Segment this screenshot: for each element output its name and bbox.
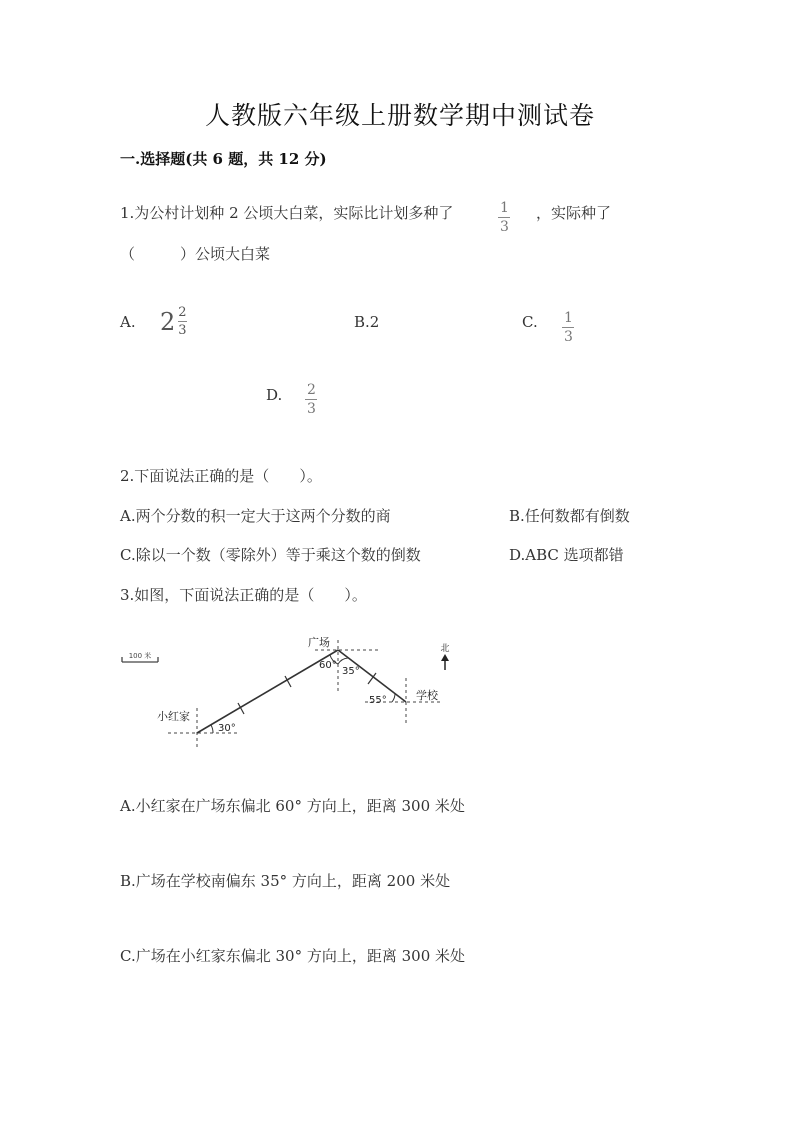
q2-option-d: D.ABC 选项都错: [509, 546, 624, 564]
q1-option-b: B.2: [354, 313, 380, 331]
q1-option-d-value: [305, 379, 318, 416]
q1-text-part1: 1.为公村计划种 2 公顷大白菜，实际比计划多种了: [120, 204, 454, 222]
q1-fraction: [498, 197, 511, 234]
q2-option-b: B.任何数都有倒数: [509, 507, 630, 525]
school-label: 学校: [416, 689, 438, 702]
home-label: 小红家: [157, 710, 190, 723]
q1-option-a-numerator: 2: [178, 305, 187, 320]
q1-option-c-label: C.: [522, 313, 538, 331]
route-home-to-square: [197, 650, 338, 733]
q2-option-c: C.除以一个数（零除外）等于乘这个数的倒数: [120, 546, 421, 564]
q3-option-c: C.广场在小红家东偏北 30° 方向上，距离 300 米处: [120, 947, 466, 965]
north-arrow-icon: [440, 642, 449, 670]
angle-square-b-label: 35°: [342, 666, 360, 677]
angle-home-label: 30°: [218, 723, 236, 734]
q1-fraction-numerator: 1: [500, 200, 509, 216]
angle-square-a-label: 60°: [319, 660, 337, 671]
q1-text-part3: （ ）公顷大白菜: [120, 245, 271, 263]
q1-option-a-value: [160, 306, 189, 337]
q1-option-d-label: D.: [266, 386, 283, 404]
q3-text: 3.如图，下面说法正确的是（ ）。: [120, 586, 367, 604]
q3-option-b: B.广场在学校南偏东 35° 方向上，距离 200 米处: [120, 872, 451, 890]
north-label: 北: [440, 644, 450, 654]
page-title: 人教版六年级上册数学期中测试卷: [204, 101, 595, 130]
q1-text-part2: ，实际种了: [536, 204, 612, 222]
angle-school-label: 55°: [369, 695, 387, 706]
q2-text: 2.下面说法正确的是（ ）。: [120, 467, 322, 485]
scale-bar: [122, 651, 158, 662]
q1-option-d-numerator: 2: [307, 382, 316, 398]
q1-option-a-whole: 2: [160, 307, 176, 336]
q1-option-c-numerator: 1: [564, 310, 573, 326]
q1-option-c-value: [562, 307, 575, 344]
q2-option-a: A.两个分数的积一定大于这两个分数的商: [120, 507, 391, 525]
scale-label: 100 米: [128, 652, 152, 660]
q1-option-d-denominator: 3: [307, 401, 316, 417]
q1-option-c-denominator: 3: [564, 329, 573, 345]
q1-option-a-label: A.: [120, 313, 136, 331]
section-heading-choice: 一.选择题(共 6 题，共 12 分): [120, 150, 327, 168]
q3-option-a: A.小红家在广场东偏北 60° 方向上，距离 300 米处: [120, 797, 465, 815]
square-label: 广场: [308, 636, 330, 649]
q1-fraction-denominator: 3: [500, 219, 509, 235]
direction-map-figure: [110, 630, 480, 760]
q1-option-a-denominator: 3: [178, 323, 187, 338]
